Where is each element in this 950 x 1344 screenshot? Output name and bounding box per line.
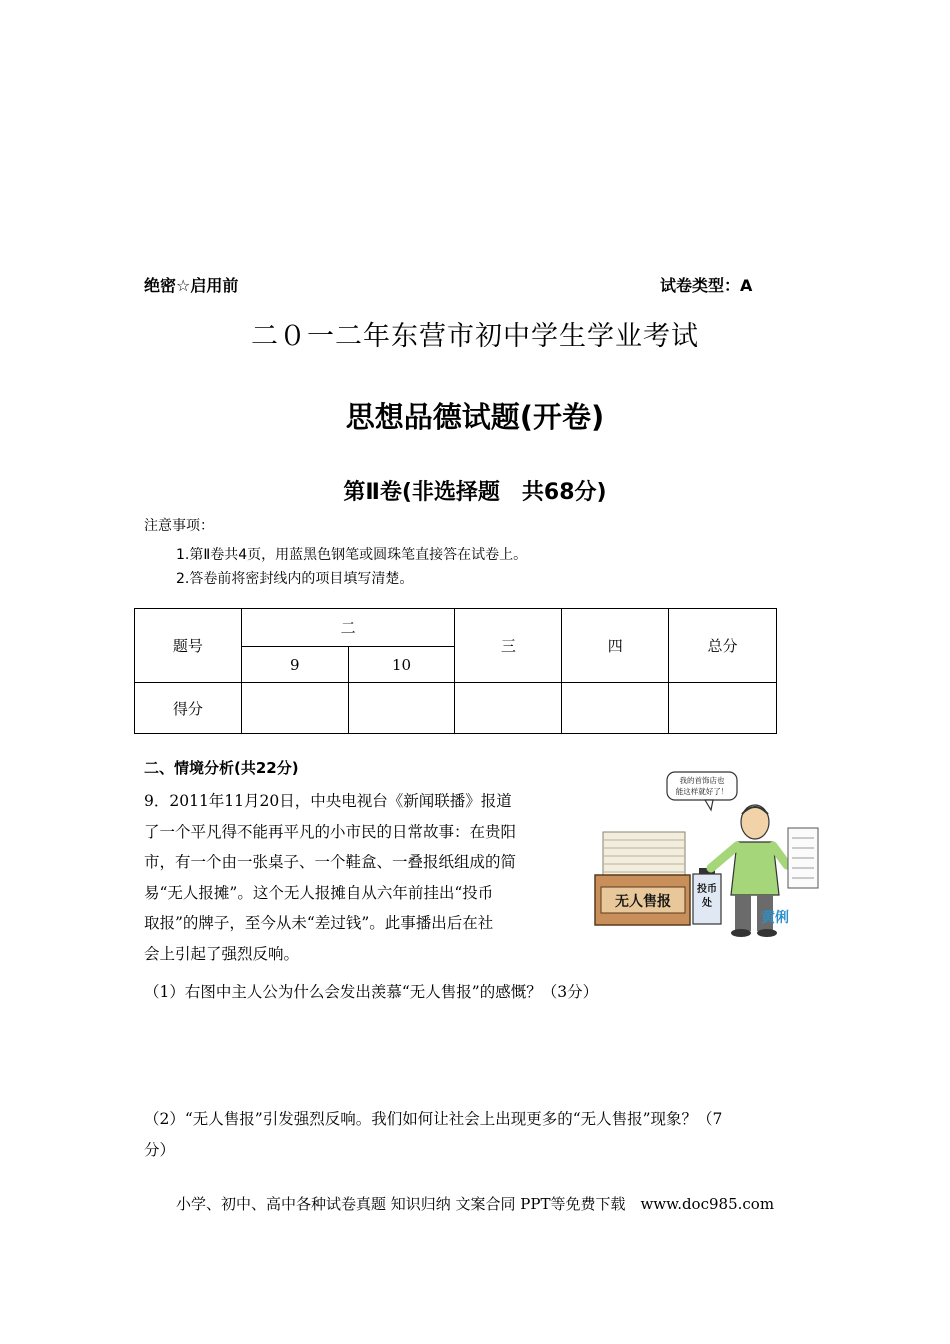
paragraph-line: 9．2011年11月20日，中央电视台《新闻联播》报道	[144, 792, 512, 810]
header-total: 总分	[669, 609, 777, 683]
exam-title: 二０一二年东营市初中学生学业考试	[251, 321, 699, 352]
newspaper-stack	[603, 832, 685, 878]
header-question-9: 9	[241, 647, 348, 683]
section-title: 第Ⅱ卷(非选择题 共68分)	[343, 480, 607, 505]
paragraph-line: 市，有一个由一张桌子、一个鞋盒、一叠报纸组成的简	[144, 853, 517, 871]
paragraph-line: 取报”的牌子，至今从未“差过钱”。此事播出后在社	[144, 914, 494, 932]
header-part-three: 三	[455, 609, 562, 683]
score-cell-three[interactable]	[455, 683, 562, 734]
paragraph-line: 会上引起了强烈反响。	[144, 944, 300, 963]
paragraph-line: 易“无人报摊”。这个无人报摊自从六年前挂出“投币	[144, 883, 494, 902]
score-row-label: 得分	[135, 683, 242, 734]
paper-type-label: 试卷类型：A	[660, 276, 753, 295]
header-part-four: 四	[562, 609, 669, 683]
question-2-line-1: （2）“无人售报”引发强烈反响。我们如何让社会上出现更多的“无人售报”现象？（7	[144, 1110, 723, 1128]
score-cell-10[interactable]	[348, 683, 455, 734]
speech-text-2: 能这样就好了！	[675, 787, 729, 796]
header-question-number: 题号	[135, 609, 242, 683]
score-cell-four[interactable]	[562, 683, 669, 734]
footer: 小学、初中、高中各种试卷真题 知识归纳 文案合同 PPT等免费下载 www.doc985.com	[175, 1195, 775, 1213]
notes-heading: 注意事项：	[144, 518, 214, 534]
header-part-two: 二	[241, 609, 455, 647]
score-cell-9[interactable]	[241, 683, 348, 734]
header-question-10: 10	[348, 647, 455, 683]
score-table	[134, 608, 777, 734]
question-1: （1）右图中主人公为什么会发出羡慕“无人售报”的感慨？（3分）	[144, 983, 599, 1001]
cartoon-illustration	[585, 770, 821, 940]
speech-text-1: 我的首饰店也	[679, 776, 725, 785]
notes-item-2: 2.答卷前将密封线内的项目填写清楚。	[176, 571, 414, 587]
part-two-heading: 二、情境分析(共22分)	[144, 759, 299, 777]
box-label: 无人售报	[615, 894, 671, 910]
paragraph-line: 了一个平凡得不能再平凡的小市民的日常故事：在贵阳	[144, 822, 517, 841]
question-2-line-2: 分）	[144, 1141, 176, 1159]
coin-box-label-2: 处	[702, 898, 712, 909]
subject-title: 思想品德试题(开卷)	[345, 400, 605, 434]
scenario-paragraph	[144, 786, 564, 969]
score-cell-total[interactable]	[669, 683, 777, 734]
coin-box-label-1: 投币	[697, 884, 717, 895]
artist-signature: 黄俐	[761, 910, 789, 926]
notes-item-1: 1.第Ⅱ卷共4页，用蓝黑色钢笔或圆珠笔直接答在试卷上。	[176, 547, 528, 563]
confidential-label: 绝密☆启用前	[144, 276, 239, 295]
